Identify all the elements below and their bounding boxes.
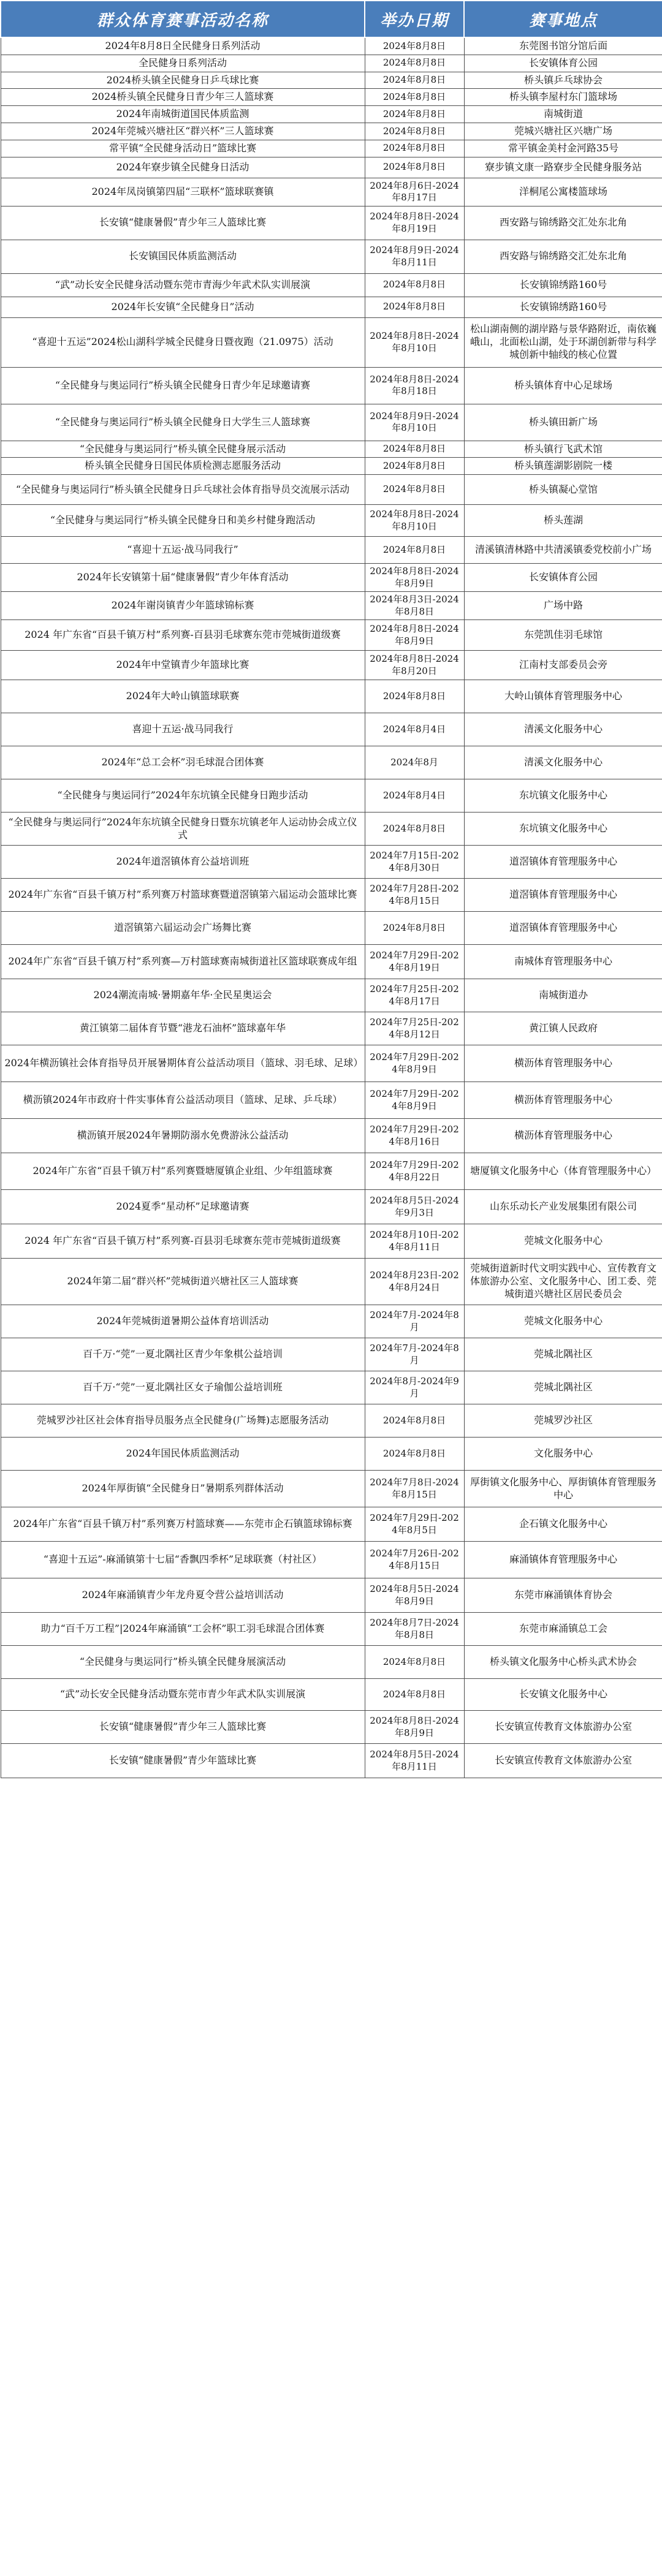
event-location-cell: 道滘镇体育管理服务中心	[464, 846, 662, 879]
event-location-cell: 西安路与锦绣路交汇处东北角	[464, 206, 662, 240]
table-row	[1, 206, 662, 240]
table-row	[1, 1082, 662, 1119]
event-location-cell: 桥头镇李屋村东门篮球场	[464, 89, 662, 106]
table-row	[1, 912, 662, 945]
event-date-cell: 2024年8月3日-2024年8月8日	[365, 592, 464, 620]
event-location-cell: 东坑镇文化服务中心	[464, 813, 662, 846]
table-row	[1, 140, 662, 157]
event-date-cell: 2024年8月8日	[365, 1404, 464, 1438]
event-date-cell: 2024年8月9日-2024年8月11日	[365, 240, 464, 273]
event-location-cell: 横沥体育管理服务中心	[464, 1045, 662, 1082]
event-date-cell: 2024年8月8日	[365, 1438, 464, 1471]
table-row	[1, 1404, 662, 1438]
event-name-cell: 2024年长安镇“全民健身日”活动	[1, 297, 365, 317]
event-date-cell: 2024年8月23日-2024年8月24日	[365, 1259, 464, 1305]
event-date-cell: 2024年8月8日	[365, 458, 464, 475]
event-date-cell: 2024年8月8日	[365, 123, 464, 140]
event-date-cell: 2024年8月8日-2024年8月10日	[365, 505, 464, 537]
event-date-cell: 2024年8月	[365, 746, 464, 779]
event-date-cell: 2024年8月5日-2024年8月11日	[365, 1744, 464, 1778]
table-row	[1, 1119, 662, 1153]
event-date-cell: 2024年8月8日	[365, 1679, 464, 1711]
event-date-cell: 2024年7月25日-2024年8月17日	[365, 979, 464, 1012]
table-row	[1, 1045, 662, 1082]
table-row	[1, 157, 662, 178]
event-name-cell: 百千万·“莞”一夏北隅社区女子瑜伽公益培训班	[1, 1371, 365, 1404]
event-date-cell: 2024年7月29日-2024年8月19日	[365, 945, 464, 979]
event-name-cell: 2024年莞城街道暑期公益体育培训活动	[1, 1305, 365, 1338]
event-name-cell: “武”动长安全民健身活动暨东莞市青海少年武术队实训展演	[1, 273, 365, 297]
event-date-cell: 2024年7月26日-2024年8月15日	[365, 1542, 464, 1578]
table-row	[1, 537, 662, 564]
event-name-cell: 2024夏季“星动杯”足球邀请赛	[1, 1190, 365, 1224]
event-location-cell: 莞城文化服务中心	[464, 1305, 662, 1338]
event-name-cell: 2024年凤岗镇第四届“三联杯”篮球联赛镇	[1, 178, 365, 206]
event-date-cell: 2024年8月8日	[365, 37, 464, 55]
event-date-cell: 2024年8月6日-2024年8月17日	[365, 178, 464, 206]
table-row	[1, 651, 662, 680]
event-name-cell: 莞城罗沙社区社会体育指导员服务点全民健身(广场舞)志愿服务活动	[1, 1404, 365, 1438]
table-row	[1, 1438, 662, 1471]
table-row	[1, 1613, 662, 1646]
event-name-cell: 横沥镇2024年市政府十件实事体育公益活动项目（篮球、足球、乒乓球）	[1, 1082, 365, 1119]
event-name-cell: 2024年道滘镇体育公益培训班	[1, 846, 365, 879]
event-location-cell: 长安镇锦绣路160号	[464, 297, 662, 317]
event-name-cell: 百千万·“莞”一夏北隅社区青少年象棋公益培训	[1, 1338, 365, 1371]
event-location-cell: 长安镇体育公园	[464, 55, 662, 72]
table-row	[1, 979, 662, 1012]
event-name-cell: 2024年南城街道国民体质监测	[1, 106, 365, 123]
table-row	[1, 458, 662, 475]
table-row	[1, 592, 662, 620]
event-date-cell: 2024年7月29日-2024年8月22日	[365, 1153, 464, 1190]
table-row	[1, 1471, 662, 1507]
event-name-cell: 桥头镇全民健身日国民体质检测志愿服务活动	[1, 458, 365, 475]
event-location-cell: 塘厦镇文化服务中心（体育管理服务中心）	[464, 1153, 662, 1190]
event-date-cell: 2024年8月8日-2024年8月10日	[365, 317, 464, 367]
event-name-cell: “全民健身与奥运同行”桥头镇全民健身展演活动	[1, 1646, 365, 1679]
event-name-cell: 2024潮流南城·暑期嘉年华·全民星奥运会	[1, 979, 365, 1012]
event-location-cell: 黄江镇人民政府	[464, 1012, 662, 1045]
event-date-cell: 2024年8月8日-2024年8月9日	[365, 620, 464, 651]
table-header-row	[1, 1, 662, 37]
table-row	[1, 89, 662, 106]
event-location-cell: 东坑镇文化服务中心	[464, 779, 662, 813]
event-name-cell: “喜迎十五运”-麻涌镇第十七届“香飘四季杯”足球联赛（村社区）	[1, 1542, 365, 1578]
event-name-cell: 常平镇“全民健身活动日”篮球比赛	[1, 140, 365, 157]
event-name-cell: “喜迎十五运·战马同我行”	[1, 537, 365, 564]
event-name-cell: 道滘镇第六届运动会广场舞比赛	[1, 912, 365, 945]
table-row	[1, 55, 662, 72]
table-row	[1, 72, 662, 89]
event-location-cell: 横沥体育管理服务中心	[464, 1119, 662, 1153]
event-location-cell: 大岭山镇体育管理服务中心	[464, 680, 662, 713]
event-location-cell: 东莞凯佳羽毛球馆	[464, 620, 662, 651]
table-row	[1, 123, 662, 140]
table-row	[1, 779, 662, 813]
table-row	[1, 297, 662, 317]
event-location-cell: 长安镇宣传教育文体旅游办公室	[464, 1711, 662, 1744]
event-location-cell: 文化服务中心	[464, 1438, 662, 1471]
event-date-cell: 2024年8月8日-2024年8月9日	[365, 1711, 464, 1744]
event-location-cell: 松山湖南侧的湖岸路与景华路附近，南依巍峨山，北面松山湖，处于环湖创新带与科学城创新中轴线的核心位置	[464, 317, 662, 367]
table-row	[1, 1259, 662, 1305]
event-date-cell: 2024年7月25日-2024年8月12日	[365, 1012, 464, 1045]
table-row	[1, 404, 662, 441]
event-name-cell: 2024年广东省“百县千镇万村”系列赛万村篮球赛——东莞市企石镇篮球锦标赛	[1, 1507, 365, 1542]
table-row	[1, 1711, 662, 1744]
event-location-cell: 常平镇金美村金河路35号	[464, 140, 662, 157]
event-location-cell: 南城街道	[464, 106, 662, 123]
event-date-cell: 2024年8月4日	[365, 779, 464, 813]
table-row	[1, 1542, 662, 1578]
event-date-cell: 2024年8月8日	[365, 813, 464, 846]
event-name-cell: 2024年厚街镇“全民健身日”暑期系列群体活动	[1, 1471, 365, 1507]
event-name-cell: “全民健身与奥运同行”桥头镇全民健身日乒乓球社会体育指导员交流展示活动	[1, 475, 365, 505]
event-name-cell: “全民健身与奥运同行”桥头镇全民健身日和美乡村健身跑活动	[1, 505, 365, 537]
event-location-cell: 南城街道办	[464, 979, 662, 1012]
table-row	[1, 879, 662, 912]
event-date-cell: 2024年7月28日-2024年8月15日	[365, 879, 464, 912]
event-name-cell: 长安镇国民体质监测活动	[1, 240, 365, 273]
table-row	[1, 945, 662, 979]
table-row	[1, 317, 662, 367]
table-row	[1, 178, 662, 206]
event-date-cell: 2024年8月8日	[365, 537, 464, 564]
event-name-cell: 长安镇“健康暑假”青少年三人篮球比赛	[1, 1711, 365, 1744]
event-name-cell: 2024 年广东省“百县千镇万村”系列赛-百县羽毛球赛东莞市莞城街道级赛	[1, 1224, 365, 1259]
table-row	[1, 1224, 662, 1259]
event-date-cell: 2024年8月8日	[365, 55, 464, 72]
event-date-cell: 2024年8月4日	[365, 713, 464, 746]
event-location-cell: 清溪文化服务中心	[464, 746, 662, 779]
header-event-name: 群众体育赛事活动名称	[1, 1, 365, 37]
event-date-cell: 2024年8月8日	[365, 441, 464, 458]
table-row	[1, 1153, 662, 1190]
event-location-cell: 道滘镇体育管理服务中心	[464, 879, 662, 912]
event-name-cell: 2024年国民体质监测活动	[1, 1438, 365, 1471]
event-name-cell: 2024年“总工会杯”羽毛球混合团体赛	[1, 746, 365, 779]
event-name-cell: “全民健身与奥运同行”桥头镇全民健身日青少年足球邀请赛	[1, 367, 365, 404]
event-date-cell: 2024年7月29日-2024年8月5日	[365, 1507, 464, 1542]
event-date-cell: 2024年7月29日-2024年8月9日	[365, 1045, 464, 1082]
event-location-cell: 横沥体育管理服务中心	[464, 1082, 662, 1119]
event-date-cell: 2024年8月8日-2024年8月19日	[365, 206, 464, 240]
event-name-cell: 2024年广东省“百县千镇万村”系列赛暨塘厦镇企业组、少年组篮球赛	[1, 1153, 365, 1190]
event-name-cell: “喜迎十五运”2024松山湖科学城全民健身日暨夜跑（21.0975）活动	[1, 317, 365, 367]
event-location-cell: 广场中路	[464, 592, 662, 620]
event-name-cell: 2024年8月8日全民健身日系列活动	[1, 37, 365, 55]
event-location-cell: 桥头镇凝心堂馆	[464, 475, 662, 505]
event-location-cell: 长安镇宣传教育文体旅游办公室	[464, 1744, 662, 1778]
table-row	[1, 620, 662, 651]
table-body	[1, 37, 662, 1778]
event-date-cell: 2024年7月29日-2024年8月16日	[365, 1119, 464, 1153]
event-date-cell: 2024年8月8日	[365, 297, 464, 317]
event-location-cell: 长安镇文化服务中心	[464, 1679, 662, 1711]
event-location-cell: 企石镇文化服务中心	[464, 1507, 662, 1542]
event-location-cell: 东莞市麻涌镇总工会	[464, 1613, 662, 1646]
event-date-cell: 2024年8月9日-2024年8月10日	[365, 404, 464, 441]
header-location: 赛事地点	[464, 1, 662, 37]
event-name-cell: 2024年广东省“百县千镇万村”系列赛—万村篮球赛南城街道社区篮球联赛成年组	[1, 945, 365, 979]
event-location-cell: 东莞图书馆分馆后面	[464, 37, 662, 55]
table-row	[1, 240, 662, 273]
table-row	[1, 1679, 662, 1711]
event-date-cell: 2024年8月8日	[365, 680, 464, 713]
event-date-cell: 2024年8月8日	[365, 157, 464, 178]
table-row	[1, 680, 662, 713]
table-row	[1, 813, 662, 846]
event-location-cell: 莞城北隅社区	[464, 1371, 662, 1404]
event-date-cell: 2024年7月15日-2024年8月30日	[365, 846, 464, 879]
table-row	[1, 475, 662, 505]
event-location-cell: 桥头镇体育中心足球场	[464, 367, 662, 404]
event-date-cell: 2024年8月8日	[365, 475, 464, 505]
event-location-cell: 厚街镇文化服务中心、厚街镇体育管理服务中心	[464, 1471, 662, 1507]
event-name-cell: 长安镇“健康暑假”青少年篮球比赛	[1, 1744, 365, 1778]
event-date-cell: 2024年7月-2024年8月	[365, 1305, 464, 1338]
event-date-cell: 2024年8月-2024年9月	[365, 1371, 464, 1404]
event-name-cell: 2024年中堂镇青少年篮球比赛	[1, 651, 365, 680]
event-name-cell: 喜迎十五运·战马同我行	[1, 713, 365, 746]
table-row	[1, 564, 662, 592]
event-location-cell: 长安镇锦绣路160号	[464, 273, 662, 297]
event-location-cell: 南城体育管理服务中心	[464, 945, 662, 979]
event-location-cell: 桥头镇田新广场	[464, 404, 662, 441]
event-name-cell: 2024年广东省“百县千镇万村”系列赛万村篮球赛暨道滘镇第六届运动会篮球比赛	[1, 879, 365, 912]
event-name-cell: 2024桥头镇全民健身日青少年三人篮球赛	[1, 89, 365, 106]
event-date-cell: 2024年8月8日	[365, 106, 464, 123]
table-row	[1, 1507, 662, 1542]
table-row	[1, 846, 662, 879]
event-date-cell: 2024年8月8日	[365, 72, 464, 89]
table-row	[1, 1371, 662, 1404]
event-date-cell: 2024年7月8日-2024年8月15日	[365, 1471, 464, 1507]
event-location-cell: 西安路与锦绣路交汇处东北角	[464, 240, 662, 273]
event-name-cell: 2024年谢岗镇青少年篮球锦标赛	[1, 592, 365, 620]
table-row	[1, 713, 662, 746]
event-name-cell: 2024年莞城兴塘社区“群兴杯”三人篮球赛	[1, 123, 365, 140]
table-row	[1, 1578, 662, 1613]
event-location-cell: 桥头莲湖	[464, 505, 662, 537]
table-row	[1, 746, 662, 779]
event-location-cell: 清溪文化服务中心	[464, 713, 662, 746]
event-date-cell: 2024年8月8日	[365, 89, 464, 106]
table-row	[1, 1190, 662, 1224]
event-location-cell: 长安镇体育公园	[464, 564, 662, 592]
event-location-cell: 桥头镇莲湖影剧院一楼	[464, 458, 662, 475]
event-date-cell: 2024年7月-2024年8月	[365, 1338, 464, 1371]
event-date-cell: 2024年8月10日-2024年8月11日	[365, 1224, 464, 1259]
event-name-cell: 2024 年广东省“百县千镇万村”系列赛-百县羽毛球赛东莞市莞城街道级赛	[1, 620, 365, 651]
event-location-cell: 桥头镇行飞武术馆	[464, 441, 662, 458]
table-row	[1, 1305, 662, 1338]
table-row	[1, 441, 662, 458]
table-row	[1, 37, 662, 55]
event-name-cell: “全民健身与奥运同行”桥头镇全民健身日大学生三人篮球赛	[1, 404, 365, 441]
event-date-cell: 2024年8月5日-2024年9月3日	[365, 1190, 464, 1224]
event-location-cell: 山东乐动长产业发展集团有限公司	[464, 1190, 662, 1224]
table-row	[1, 1646, 662, 1679]
event-name-cell: “武”动长安全民健身活动暨东莞市青少年武术队实训展演	[1, 1679, 365, 1711]
event-name-cell: “全民健身与奥运同行”2024年东坑镇全民健身日暨东坑镇老年人运动协会成立仪式	[1, 813, 365, 846]
event-name-cell: “全民健身与奥运同行”2024年东坑镇全民健身日跑步活动	[1, 779, 365, 813]
event-date-cell: 2024年7月29日-2024年8月9日	[365, 1082, 464, 1119]
event-date-cell: 2024年8月8日-2024年8月9日	[365, 564, 464, 592]
event-name-cell: 全民健身日系列活动	[1, 55, 365, 72]
table-row	[1, 1338, 662, 1371]
event-location-cell: 莞城兴塘社区兴塘广场	[464, 123, 662, 140]
event-date-cell: 2024年8月8日	[365, 140, 464, 157]
event-location-cell: 东莞市麻涌镇体育协会	[464, 1578, 662, 1613]
event-name-cell: 2024年长安镇第十届“健康暑假”青少年体育活动	[1, 564, 365, 592]
table-row	[1, 367, 662, 404]
table-row	[1, 1012, 662, 1045]
event-location-cell: 莞城北隅社区	[464, 1338, 662, 1371]
event-location-cell: 桥头镇乒乓球协会	[464, 72, 662, 89]
table-row	[1, 273, 662, 297]
event-name-cell: 助力“百千万工程”|2024年麻涌镇“工会杯”职工羽毛球混合团体赛	[1, 1613, 365, 1646]
event-name-cell: 2024年横沥镇社会体育指导员开展暑期体育公益活动项目（篮球、羽毛球、足球）	[1, 1045, 365, 1082]
event-name-cell: 2024桥头镇全民健身日乒乓球比赛	[1, 72, 365, 89]
event-name-cell: “全民健身与奥运同行”桥头镇全民健身展示活动	[1, 441, 365, 458]
table-row	[1, 1744, 662, 1778]
event-date-cell: 2024年8月8日-2024年8月20日	[365, 651, 464, 680]
event-name-cell: 横沥镇开展2024年暑期防溺水免费游泳公益活动	[1, 1119, 365, 1153]
event-location-cell: 莞城文化服务中心	[464, 1224, 662, 1259]
event-name-cell: 长安镇“健康暑假”青少年三人篮球比赛	[1, 206, 365, 240]
event-name-cell: 2024年第二届“群兴杯”莞城街道兴塘社区三人篮球赛	[1, 1259, 365, 1305]
event-name-cell: 2024年麻涌镇青少年龙舟夏令营公益培训活动	[1, 1578, 365, 1613]
event-location-cell: 道滘镇体育管理服务中心	[464, 912, 662, 945]
event-date-cell: 2024年8月8日	[365, 1646, 464, 1679]
event-location-cell: 洋桐尾公寓楼篮球场	[464, 178, 662, 206]
event-name-cell: 2024年大岭山镇篮球联赛	[1, 680, 365, 713]
header-date: 举办日期	[365, 1, 464, 37]
event-date-cell: 2024年8月7日-2024年8月8日	[365, 1613, 464, 1646]
table-row	[1, 106, 662, 123]
event-date-cell: 2024年8月8日	[365, 912, 464, 945]
event-location-cell: 莞城罗沙社区	[464, 1404, 662, 1438]
event-location-cell: 寮步镇文康一路寮步全民健身服务站	[464, 157, 662, 178]
event-location-cell: 麻涌镇体育管理服务中心	[464, 1542, 662, 1578]
event-location-cell: 莞城街道新时代文明实践中心、宣传教育文体旅游办公室、文化服务中心、团工委、莞城街道兴塘社区居民委员会	[464, 1259, 662, 1305]
event-date-cell: 2024年8月8日-2024年8月18日	[365, 367, 464, 404]
event-date-cell: 2024年8月8日	[365, 273, 464, 297]
event-date-cell: 2024年8月5日-2024年8月9日	[365, 1578, 464, 1613]
event-location-cell: 桥头镇文化服务中心桥头武术协会	[464, 1646, 662, 1679]
table-row	[1, 505, 662, 537]
event-location-cell: 清溪镇清林路中共清溪镇委党校前小广场	[464, 537, 662, 564]
event-name-cell: 2024年寮步镇全民健身日活动	[1, 157, 365, 178]
event-name-cell: 黄江镇第二届体育节暨“港龙石油杯”篮球嘉年华	[1, 1012, 365, 1045]
event-location-cell: 江南村支部委员会旁	[464, 651, 662, 680]
